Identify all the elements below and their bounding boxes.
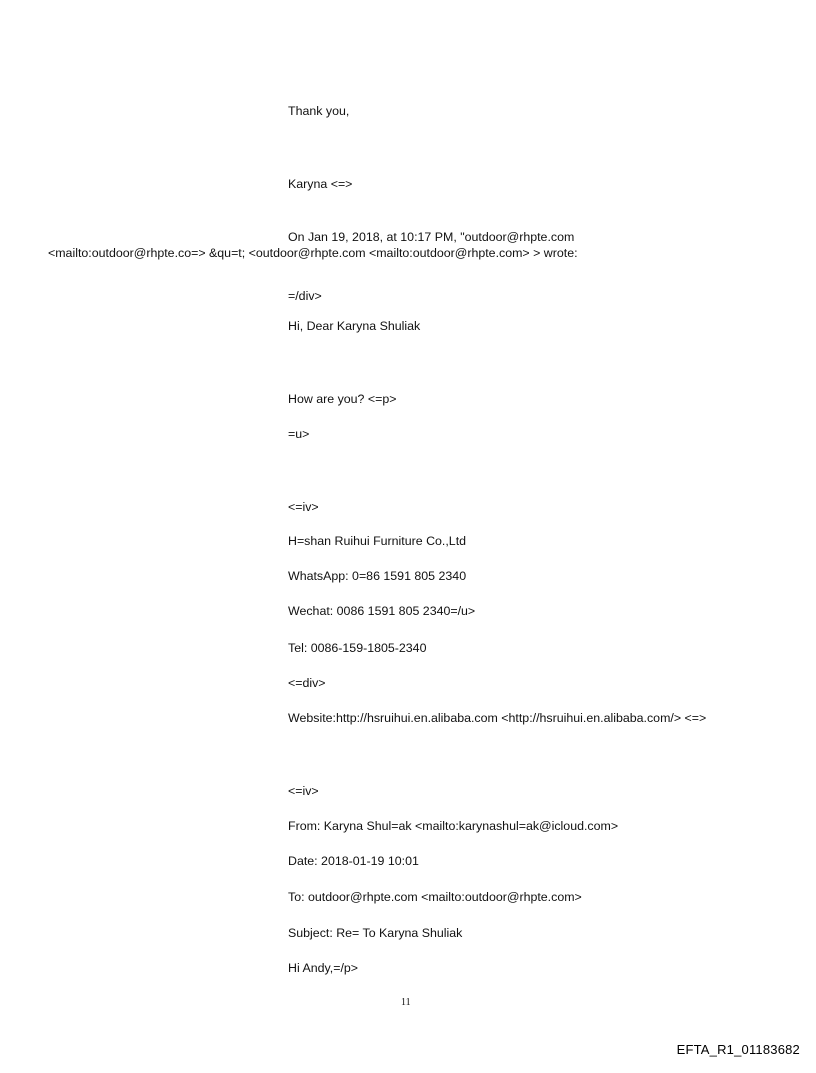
from-line: From: Karyna Shul=ak <mailto:karynashul=ak@icloud.com> bbox=[288, 819, 619, 833]
document-id: EFTA_R1_01183682 bbox=[676, 1042, 800, 1057]
iv-tag-line: <=iv> bbox=[288, 500, 319, 514]
website-line: Website:http://hsruihui.en.alibaba.com <http://hsruihui.en.alibaba.com/> <=> bbox=[288, 711, 707, 725]
iv-tag-line-2: <=iv> bbox=[288, 784, 319, 798]
quote-header-line2: <mailto:outdoor@rhpte.co=> &qu=t; <outdoor@rhpte.com <mailto:outdoor@rhpte.com> > wrote: bbox=[48, 246, 578, 260]
company-line: H=shan Ruihui Furniture Co.,Ltd bbox=[288, 534, 467, 548]
div-tag-line: <=div> bbox=[288, 676, 326, 690]
greeting-line: Hi, Dear Karyna Shuliak bbox=[288, 319, 421, 333]
date-line: Date: 2018-01-19 10:01 bbox=[288, 854, 419, 868]
tel-line: Tel: 0086-159-1805-2340 bbox=[288, 641, 427, 655]
subject-line: Subject: Re= To Karyna Shuliak bbox=[288, 926, 463, 940]
to-line: To: outdoor@rhpte.com <mailto:outdoor@rhpte.com> bbox=[288, 890, 582, 904]
closing-line: Thank you, bbox=[288, 104, 350, 118]
div-close-line: =/div> bbox=[288, 289, 322, 303]
u-tag-line: =u> bbox=[288, 427, 310, 441]
page-number: 11 bbox=[401, 997, 411, 1008]
whatsapp-line: WhatsApp: 0=86 1591 805 2340 bbox=[288, 569, 467, 583]
quote-header-line1: On Jan 19, 2018, at 10:17 PM, "outdoor@rhpte.com bbox=[288, 230, 575, 244]
hi-andy-line: Hi Andy,=/p> bbox=[288, 961, 359, 975]
wechat-line: Wechat: 0086 1591 805 2340=/u> bbox=[288, 604, 476, 618]
how-are-you-line: How are you? <=p> bbox=[288, 392, 397, 406]
signature-line: Karyna <=> bbox=[288, 177, 353, 191]
